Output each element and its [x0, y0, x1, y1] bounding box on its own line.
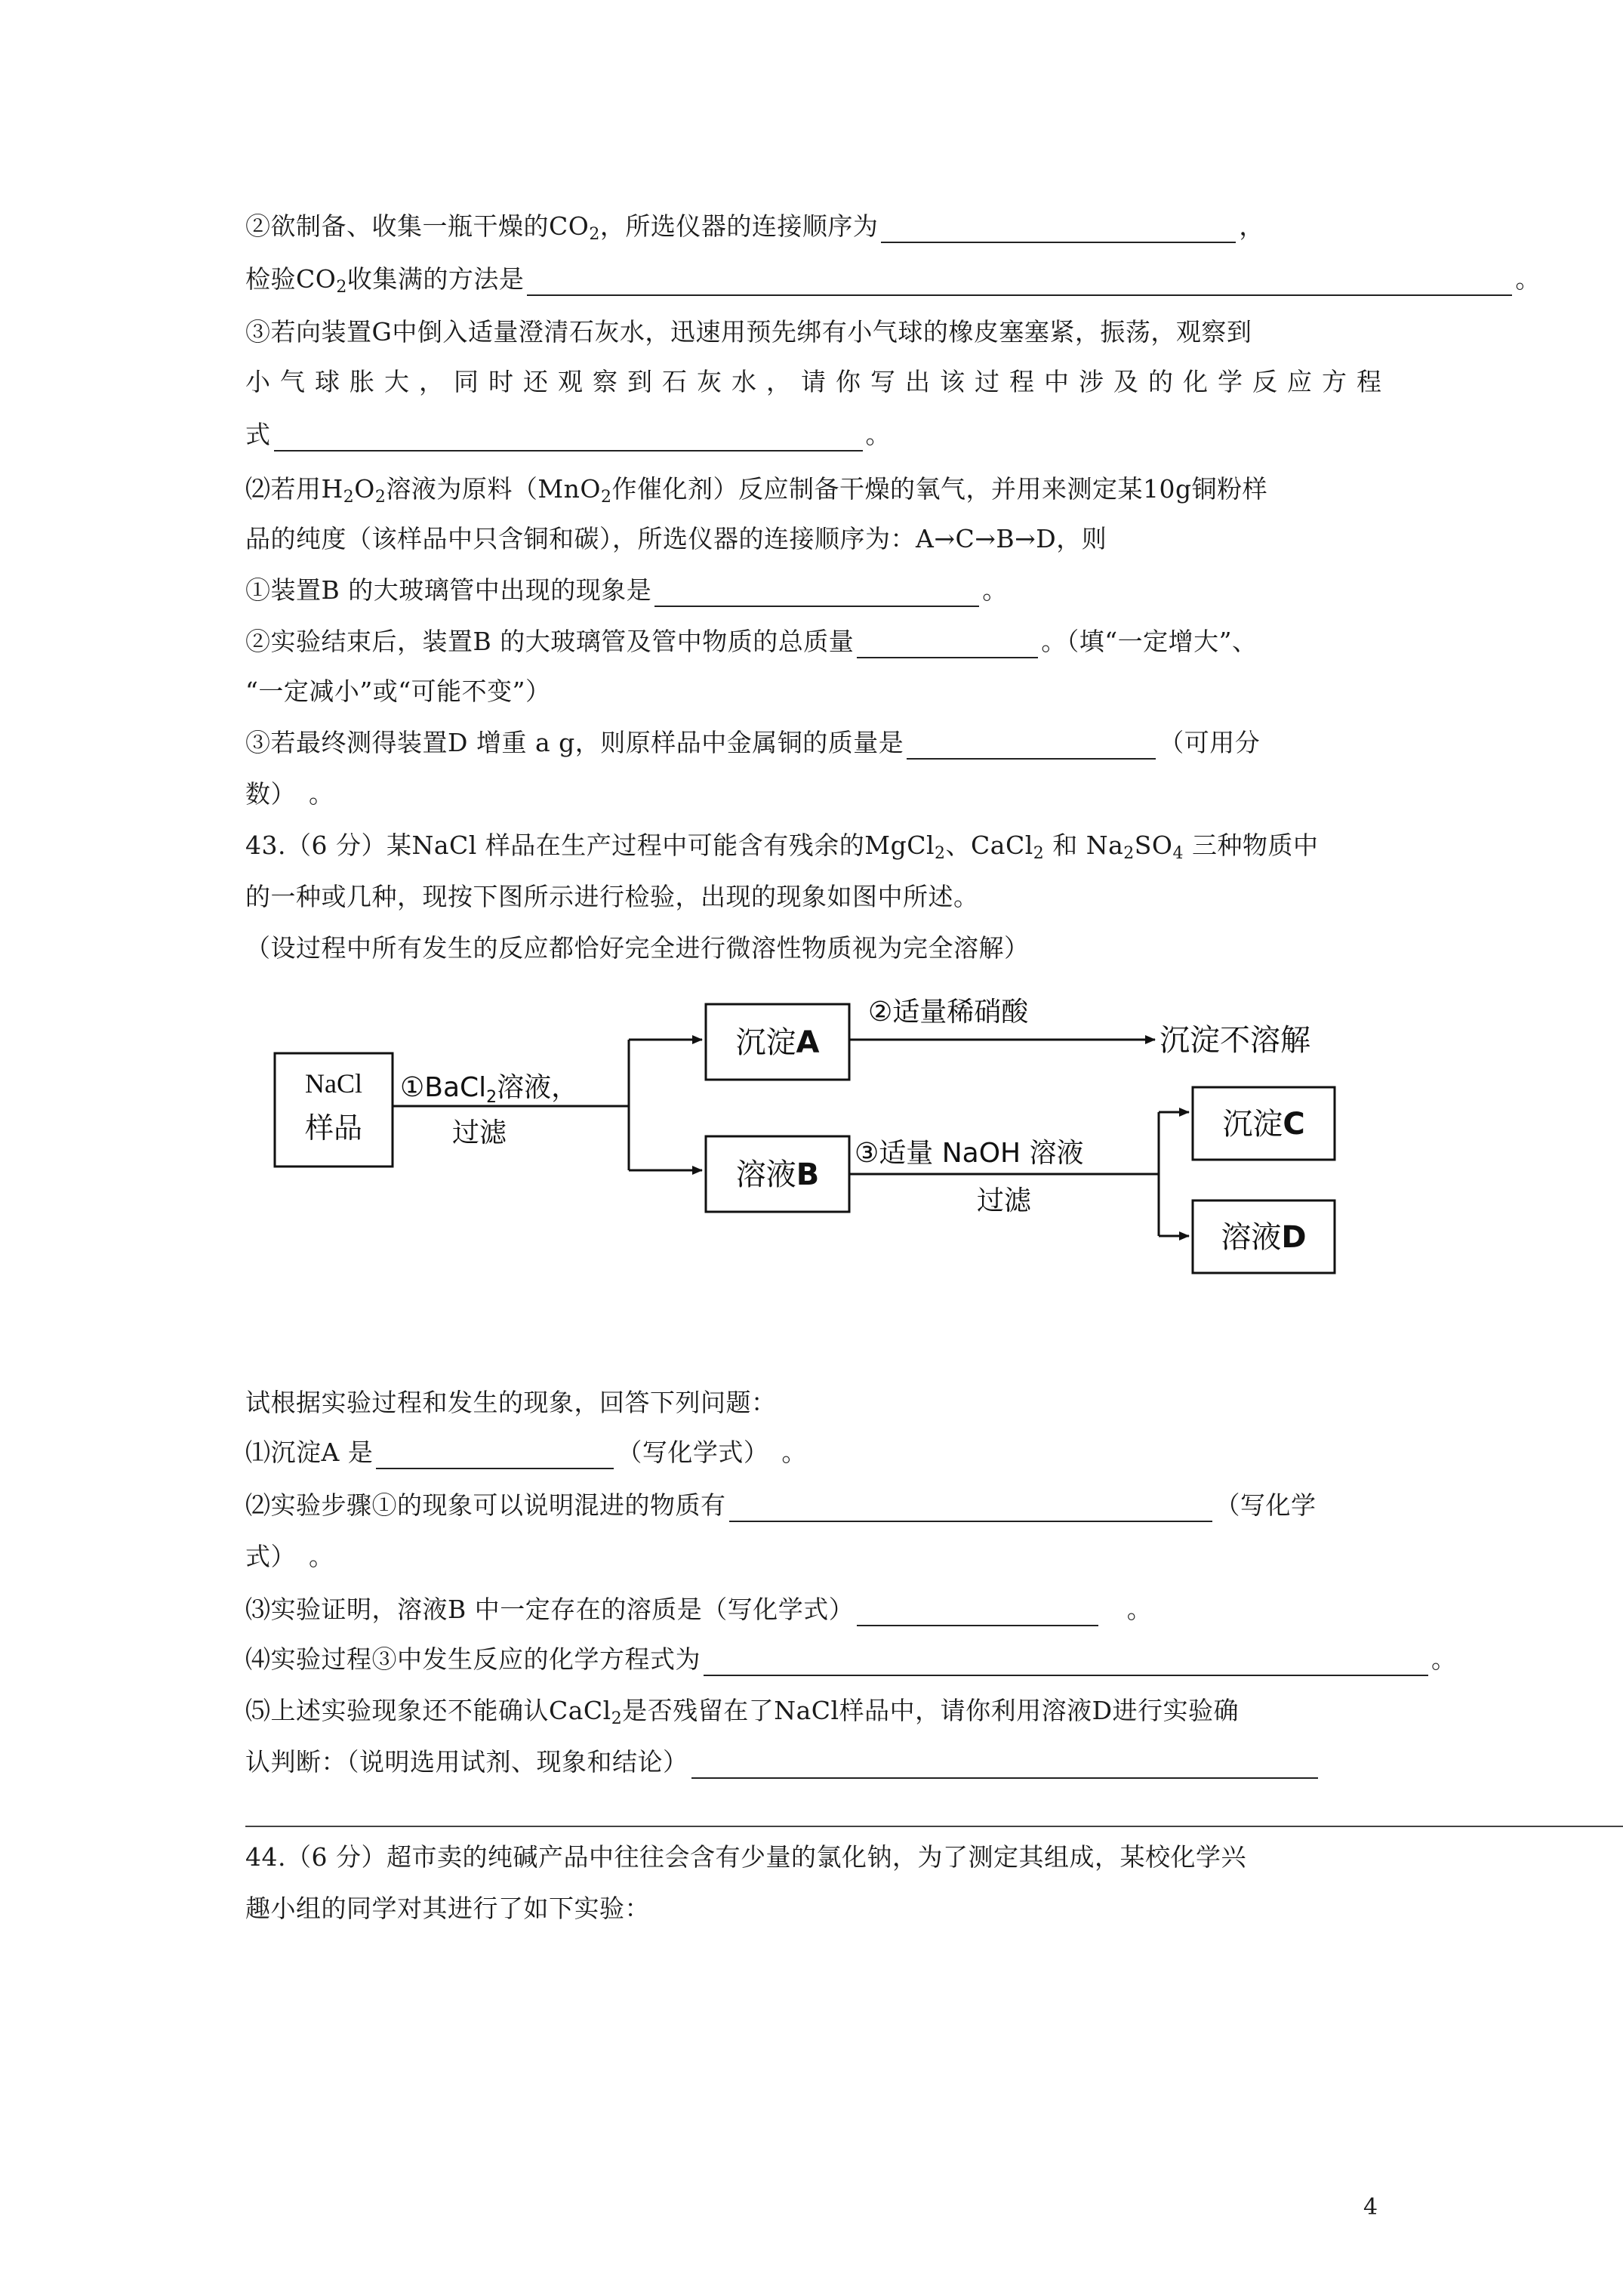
step3-filter-label: 过滤	[976, 1185, 1032, 1216]
q43-line1: 43.（6 分）某NaCl 样品在生产过程中可能含有残余的MgCl$_2$、CaCl$_2$ 和 $Na_2SO_4$ 三种物质中	[245, 831, 1319, 863]
sample-box	[275, 1053, 393, 1166]
answer-blank[interactable]	[857, 1599, 1098, 1626]
step1-filter-label: 过滤	[451, 1117, 507, 1148]
q43-answer-4: ⑷实验过程③中发生反应的化学方程式为 。	[245, 1643, 1457, 1676]
q42-sub2-q1: ①装置B 的大玻璃管中出现的现象是 。	[245, 574, 1008, 607]
sample-label-1: NaCl	[305, 1068, 362, 1099]
answer-blank[interactable]	[527, 269, 1512, 296]
q42-part3-line2: 小气球胀大，同时还观察到石灰水，请你写出该过程中涉及的化学反应方程	[245, 367, 1391, 396]
q43-intro: 试根据实验过程和发生的现象，回答下列问题：	[245, 1388, 777, 1417]
q43-answer-5-cont: 认判断：（说明选用试剂、现象和结论）	[245, 1746, 1321, 1779]
q42-sub2-q3-cont: 数） 。	[245, 779, 334, 809]
q44-line2: 趣小组的同学对其进行了如下实验：	[245, 1894, 650, 1923]
q42-sub2-q3: ③若最终测得装置D 增重 a g，则原样品中金属铜的质量是 （可用分	[245, 726, 1260, 760]
q42-part2-line: ②欲制备、收集一瓶干燥的$CO_2$，所选仪器的连接顺序为 ，	[245, 211, 1264, 244]
q43-answer-5: ⑸上述实验现象还不能确认CaCl$_2$是否残留在了NaCl样品中，请你利用溶液D进行实验确	[245, 1696, 1240, 1728]
precipitate-a-label: 沉淀A	[735, 1025, 820, 1060]
insoluble-label: 沉淀不溶解	[1160, 1023, 1310, 1058]
q42-part3-line3: 式 。	[245, 418, 891, 451]
precipitate-c-label: 沉淀C	[1222, 1107, 1305, 1142]
q43-answer-2: ⑵实验步骤①的现象可以说明混进的物质有 （写化学	[245, 1489, 1317, 1522]
answer-blank[interactable]	[881, 216, 1236, 243]
q43-answer-3: ⑶实验证明，溶液B 中一定存在的溶质是（写化学式） 。	[245, 1593, 1152, 1626]
step1-label: ①BaCl$_2$溶液，	[400, 1072, 579, 1107]
q43-line2: 的一种或几种，现按下图所示进行检验，出现的现象如图中所述。	[245, 882, 979, 911]
answer-blank[interactable]	[704, 1649, 1428, 1676]
solution-b-label: 溶液B	[735, 1157, 820, 1192]
q42-sub2-line1: ⑵若用$H_2O_2$溶液为原料（MnO$_2$作催化剂）反应制备干燥的氧气，并用来测定某10g铜粉样	[245, 474, 1268, 507]
q43-answer-1: ⑴沉淀A 是 （写化学式） 。	[245, 1436, 807, 1469]
answer-blank[interactable]	[654, 580, 979, 607]
q42-sub2-line2: 品的纯度（该样品中只含铜和碳），所选仪器的连接顺序为：A→C→B→D，则	[245, 524, 1107, 553]
sample-label-2: 样品	[304, 1111, 363, 1145]
q42-part3-line1: ③若向装置G中倒入适量澄清石灰水，迅速用预先绑有小气球的橡皮塞塞紧，振荡，观察到	[245, 317, 1252, 347]
step2-label: ②适量稀硝酸	[868, 997, 1029, 1028]
step3-label: ③适量 NaOH 溶液	[855, 1138, 1084, 1169]
q43-answer-2-cont: 式） 。	[245, 1542, 334, 1571]
solution-d-label: 溶液D	[1221, 1220, 1307, 1255]
precipitate-a-box	[706, 1004, 849, 1080]
solution-d-box	[1193, 1200, 1335, 1273]
answer-blank[interactable]	[907, 732, 1156, 760]
q44-line1: 44.（6 分）超市卖的纯碱产品中往往会含有少量的氯化钠，为了测定其组成，某校化学兴	[245, 1842, 1246, 1872]
section-divider	[245, 1826, 1623, 1827]
page-number: 4	[1363, 2194, 1378, 2220]
q42-sub2-q2: ②实验结束后，装置B 的大玻璃管及管中物质的总质量 。（填“一定增大”、	[245, 625, 1258, 658]
answer-blank[interactable]	[857, 631, 1038, 658]
answer-blank[interactable]	[729, 1495, 1212, 1522]
solution-b-box	[706, 1136, 849, 1212]
precipitate-c-box	[1193, 1087, 1335, 1160]
q43-line3: （设过程中所有发生的反应都恰好完全进行微溶性物质视为完全溶解）	[245, 933, 1030, 963]
answer-blank[interactable]	[691, 1752, 1318, 1779]
answer-blank[interactable]	[376, 1442, 614, 1469]
q42-check-line: 检验$CO_2$收集满的方法是 。	[245, 264, 1541, 297]
q42-sub2-q2-options: “一定减小”或“可能不变”）	[245, 676, 551, 706]
answer-blank[interactable]	[274, 424, 863, 451]
